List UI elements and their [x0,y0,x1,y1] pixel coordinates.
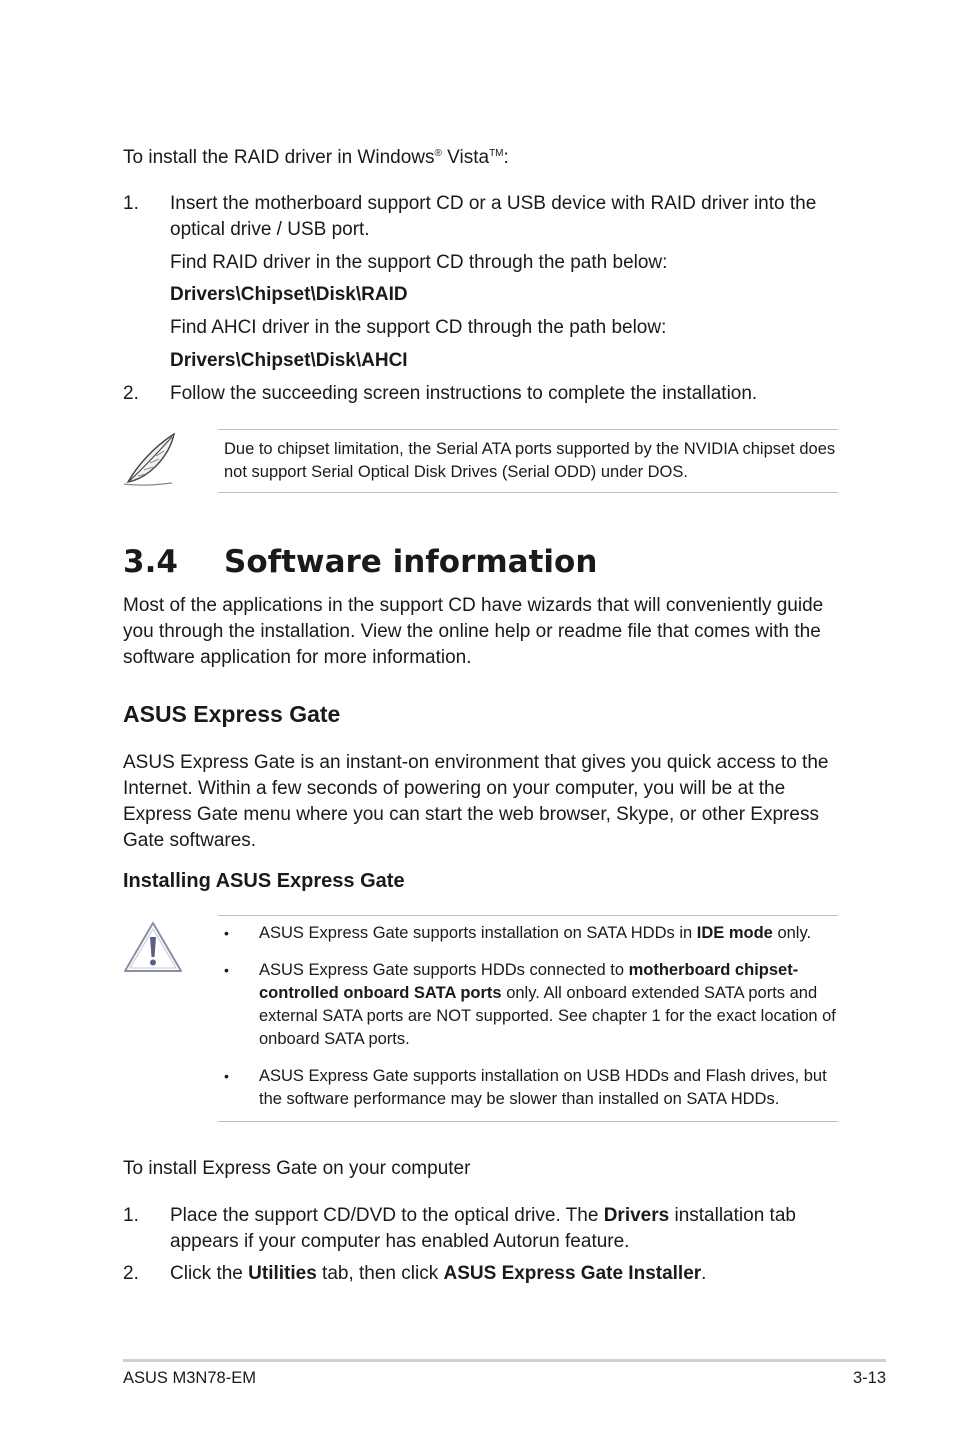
raid-find-text: Find RAID driver in the support CD through the path below: [170,252,668,273]
install-step-2-post: . [701,1263,707,1284]
bullet-3: • [224,1068,229,1084]
warning-item-1-end: only. [772,924,812,942]
install-step-2-pre: Click the [170,1263,249,1284]
trademark-mark: TM [489,148,504,159]
warning-item-2-text: ASUS Express Gate supports HDDs connected to [259,961,629,979]
raid-step-2-text: Follow the succeeding screen instructions to complete the installation. [170,383,758,404]
footer-rule [123,1359,886,1362]
section-body: Most of the applications in the support CD have wizards that will conveniently guide you through the installation. View the online help or readme file that comes with the software application for more information. [123,595,824,668]
note-text: Due to chipset limitation, the Serial ATA ports supported by the NVIDIA chipset does not support Serial Optical Disk Drives (Serial ODD) under DOS. [224,440,836,481]
section-heading [123,540,597,584]
install-step-2-text [170,1261,840,1287]
warning-triangle-icon [122,920,184,974]
install-step-1-pre: Place the support CD/DVD to the optical drive. The [170,1205,604,1226]
raid-step-1-text: Insert the motherboard support CD or a USB device with RAID driver into the optical drive / USB port. [170,193,817,240]
bullet-2: • [224,962,229,978]
page-number: 3-13 [852,1369,886,1387]
raid-step-2-number: 2. [123,383,139,404]
raid-driver-path: Drivers\Chipset\Disk\RAID [170,284,408,305]
drivers-tab-emphasis: Drivers [603,1205,670,1226]
bullet-1: • [224,925,229,941]
raid-intro-text: To install the RAID driver in Windows [123,147,435,168]
warning-top-rule [218,915,838,916]
installing-express-gate-heading: Installing ASUS Express Gate [123,870,405,892]
install-step-1-text [170,1203,840,1255]
note-bottom-rule [218,492,838,493]
registered-mark: ® [434,148,442,159]
ahci-find-text: Find AHCI driver in the support CD through the path below: [170,317,667,338]
ide-mode-emphasis: IDE mode [696,924,773,942]
express-gate-body: ASUS Express Gate is an instant-on environment that gives you quick access to the Internet. Within a few seconds of powering on your computer, you will be at the Express Gate menu where you can start the web browser, Skype, or other Express Gate softwares. [123,752,829,851]
install-step-1-number: 1. [123,1205,139,1226]
install-intro: To install Express Gate on your computer [123,1158,471,1179]
raid-intro [123,145,509,171]
onboard-sata-emphasis: motherboard chipset-controlled onboard SATA ports [259,961,799,1002]
install-step-2-mid: tab, then click [316,1263,444,1284]
warning-item-3: ASUS Express Gate supports installation on USB HDDs and Flash drives, but the software performance may be slower than installed on SATA HDDs. [259,1067,827,1108]
vista-text: Vista [441,147,490,168]
note-top-rule [218,429,838,430]
warning-bottom-rule [218,1121,838,1122]
raid-step-1-number: 1. [123,193,139,214]
feather-pen-icon [122,430,180,488]
ahci-driver-path: Drivers\Chipset\Disk\AHCI [170,350,408,371]
installer-emphasis: ASUS Express Gate Installer [443,1263,702,1284]
warning-item-1-text: ASUS Express Gate supports installation on SATA HDDs in [259,924,697,942]
footer-model: ASUS M3N78-EM [123,1369,256,1387]
install-step-1-post: installation tab appears if your computer has enabled Autorun feature. [170,1205,796,1252]
warning-item-1 [259,922,844,945]
utilities-tab-emphasis: Utilities [248,1263,317,1284]
express-gate-heading: ASUS Express Gate [123,701,341,727]
warning-item-2-end: only. All onboard extended SATA ports and external SATA ports are NOT supported. See chapter 1 for the exact location of onboard SATA ports. [259,984,836,1048]
intro-colon: : [503,147,509,168]
install-step-2-number: 2. [123,1263,139,1284]
section-title: Software information [224,544,598,580]
warning-item-2 [259,959,844,1051]
section-number: 3.4 [123,544,178,580]
